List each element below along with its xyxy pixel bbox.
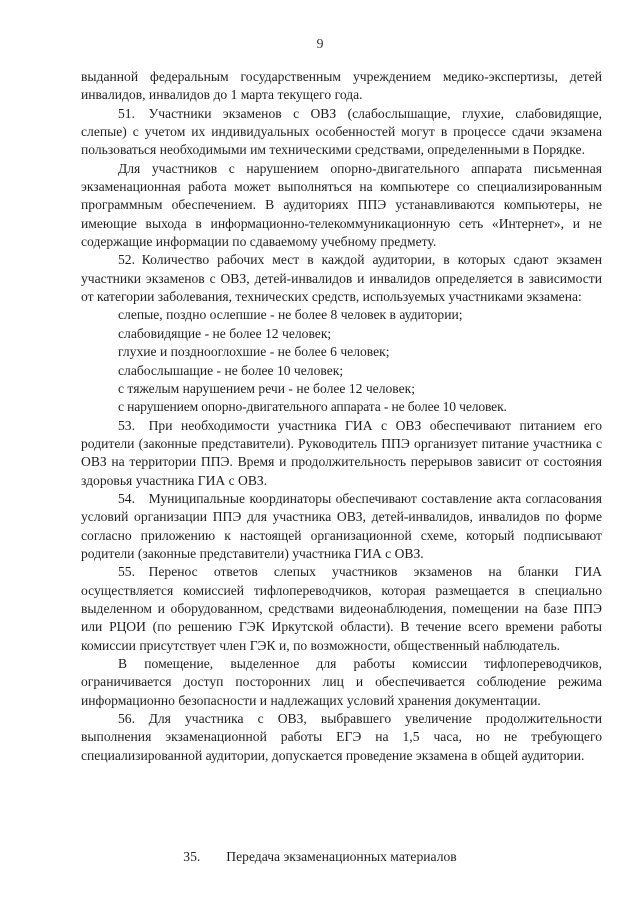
list-item: слепые, поздно ослепшие - не более 8 человек в аудитории; [118,307,463,323]
paragraph-54: 54. Муниципальные координаторы обеспечивают составление акта согласования условий организации ППЭ для участника ОВЗ, детей-инвалидов, инвалидов по форме согласно приложению к настоящей организационной схеме, который подписывают родители (законные представители) участника ГИА с ОВЗ. [81,490,602,561]
paragraph-53: 53. При необходимости участника ГИА с ОВЗ обеспечивают питанием его родители (законные представители). Руководитель ППЭ организует питание участника с ОВЗ на территории ППЭ. Время и продолжительность перерывов зависит от состояния здоровья участника ГИА с ОВЗ. [81,417,602,488]
paragraph-56: 56. Для участника с ОВЗ, выбравшего увеличение продолжительности выполнения экзаменационной работы ЕГЭ на 1,5 часа, но не требующего специализированной аудитории, допускается проведение экзамена в общей аудитории. [81,711,602,763]
list-item: слабовидящие - не более 12 человек; [118,325,332,341]
page-body [81,68,602,765]
paragraph-52: 52. Количество рабочих мест в каждой аудитории, в которых сдают экзамен участники экзаменов с ОВЗ, детей-инвалидов и инвалидов определяется в зависимости от категории заболевания, технических средств, используемых участниками экзамена: [81,252,602,305]
section-number: 35. [183,849,201,864]
list-item: с нарушением опорно-двигательного аппарата - не более 10 человек. [118,399,507,415]
paragraph-51: 51. Участники экзаменов с ОВЗ (слабослышащие, глухие, слабовидящие, слепые) с учетом их индивидуальных особенностей могут в процессе сдачи экзамена пользоваться необходимыми им техническими средствами, определенными в Порядке. [81,105,602,158]
list-item: глухие и позднооглохшие - не более 6 человек; [118,344,390,360]
section-heading [0,849,640,865]
list-item: с тяжелым нарушением речи - не более 12 человек; [118,380,416,396]
paragraph-55: 55. Перенос ответов слепых участников экзаменов на бланки ГИА осуществляется комиссией тифлопереводчиков, которая размещается в специально выделенном и оборудованном, средствами видеонаблюдения, помещении на базе ППЭ или РЦОИ (по решению ГЭК Иркутской области). В течение всего времени работы комиссии присутствует член ГЭК и, по возможности, общественный наблюдатель. [81,564,602,653]
section-title: Передача экзаменационных материалов [226,849,457,864]
list-item: слабослышащие - не более 10 человек; [118,362,344,378]
page-number: 9 [316,37,324,52]
paragraph-55-access: В помещение, выделенное для работы комиссии тифлопереводчиков, ограничивается доступ посторонних лиц и обеспечивается соблюдение режима информационно безопасности и надлежащих условий хранения документации. [81,656,602,708]
paragraph-51-computers: Для участников с нарушением опорно-двигательного аппарата письменная экзаменационная работа может выполняться на компьютере со специализированным программным обеспечением. В аудиториях ППЭ устанавливаются компьютеры, не имеющие выхода в информационно-телекоммуникационную сеть «Интернет», и не содержащие информации по сдаваемому учебному предмету. [81,160,602,250]
paragraph-continuation: выданной федеральным государственным учреждением медико-экспертизы, детей инвалидов, инвалидов до 1 марта текущего года. [81,69,602,103]
